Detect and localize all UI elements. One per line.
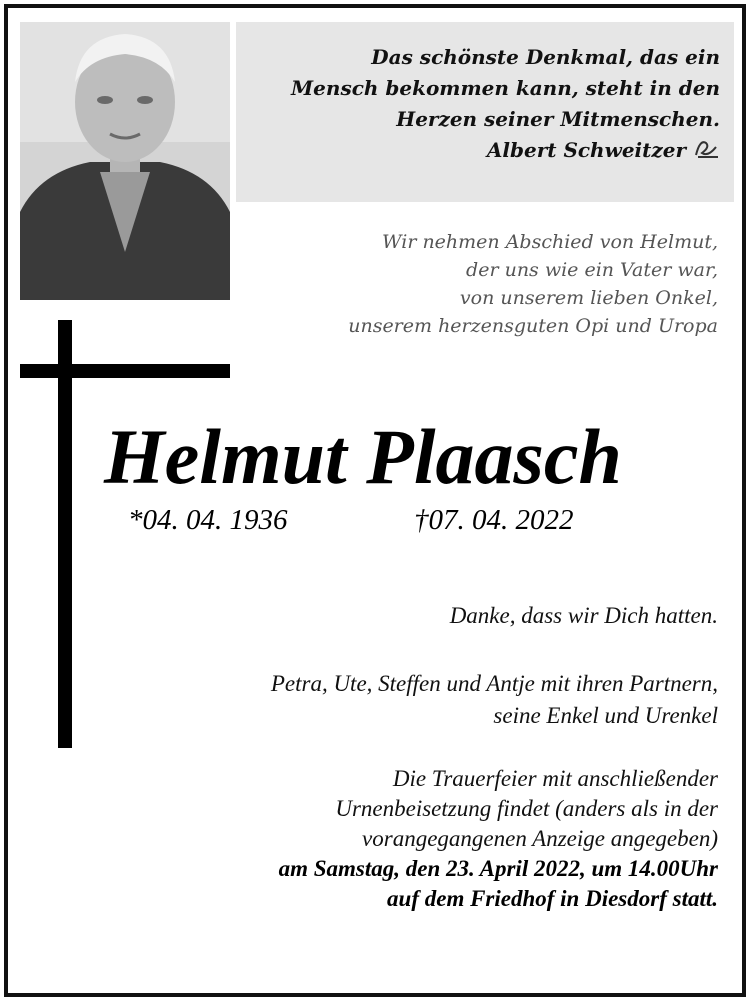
cross-vertical-bar (58, 320, 72, 748)
deceased-name: Helmut Plaasch (104, 413, 622, 500)
family-line: seine Enkel und Urenkel (493, 703, 718, 728)
quote-author-line (236, 135, 720, 166)
service-line: Urnenbeisetzung findet (anders als in der (335, 796, 718, 821)
birth-date: *04. 04. 1936 (128, 504, 288, 536)
thanks-text: Danke, dass wir Dich hatten. (449, 603, 718, 628)
portrait-illustration (20, 22, 230, 300)
service-date-line: am Samstag, den 23. April 2022, um 14.00Uhr (278, 856, 718, 881)
family-line: Petra, Ute, Steffen und Antje mit ihren Partnern, (270, 671, 718, 696)
signature-icon (692, 137, 720, 161)
quote-line: Das schönste Denkmal, das ein (371, 45, 720, 69)
farewell-line: von unserem lieben Onkel, (459, 287, 718, 309)
quote-author: Albert Schweitzer (486, 138, 686, 162)
family-block (150, 668, 718, 732)
service-location-line: auf dem Friedhof in Diesdorf statt. (387, 886, 718, 911)
quote-line: Herzen seiner Mitmenschen. (396, 107, 720, 131)
portrait-photo (20, 22, 230, 300)
cross-horizontal-bar (20, 364, 230, 378)
death-date: †07. 04. 2022 (414, 504, 574, 536)
farewell-line: Wir nehmen Abschied von Helmut, (382, 231, 718, 253)
service-line: Die Trauerfeier mit anschließender (392, 766, 718, 791)
quote-line: Mensch bekommen kann, steht in den (291, 76, 720, 100)
farewell-line: unserem herzensguten Opi und Uropa (348, 315, 718, 337)
service-line: vorangegangenen Anzeige angegeben) (362, 826, 718, 851)
farewell-line: der uns wie ein Vater war, (466, 259, 718, 281)
service-block (150, 764, 718, 914)
quote-block (236, 42, 720, 166)
farewell-text (300, 228, 718, 340)
